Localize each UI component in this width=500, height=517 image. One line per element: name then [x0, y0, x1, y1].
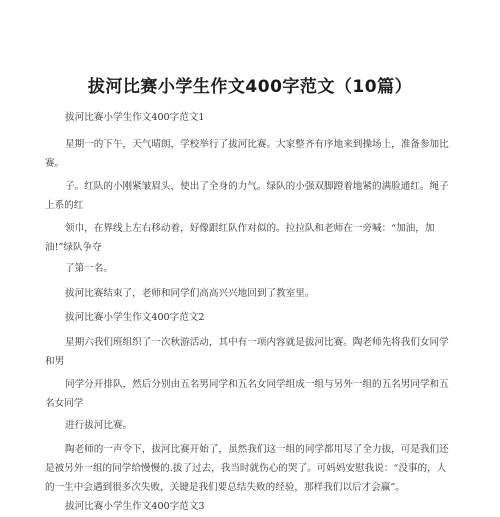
- section-heading-3: 拔河比赛小学生作文400字范文3: [65, 501, 205, 512]
- paragraph: 领巾，在界线上左右移动着，好像跟红队作对似的。拉拉队和老师在一旁喊：“加油，加油!”绿队争夺: [45, 223, 435, 253]
- paragraph: 子。红队的小刚紧皱眉头，使出了全身的力气。绿队的小强双脚蹬着地紧的满脸通红。绳子上系的红: [45, 181, 449, 211]
- section-heading-2: 拔河比赛小学生作文400字范文2: [65, 312, 205, 323]
- section-heading-1: 拔河比赛小学生作文400字范文1: [65, 112, 205, 123]
- paragraph: 星期一的下午，天气晴朗，学校举行了拔河比赛。大家整齐有序地来到操场上，准备参加比赛。: [45, 139, 449, 169]
- paragraph: 同学分开排队，然后分别由五名男同学和五名女同学组成一组与另外一组的五名男同学和五名女同学: [45, 379, 449, 409]
- paragraph: 陶老师的一声令下，拔河比赛开始了，虽然我们这一组的同学都用尽了全力拔，可是我们还是被另外一组的同学给慢慢的.拔了过去，我当时就伤心的哭了。可妈妈安慰我说：“没事的，人的一生中会遇到很多次失败，关键是我们要总结失败的经验，那样我们以后才会赢”。: [45, 444, 449, 493]
- paragraph: 星期六我们班组织了一次秋游活动，其中有一项内容就是拔河比赛。陶老师先将我们女同学和男: [45, 337, 449, 367]
- paragraph: 进行拔河比赛。: [65, 420, 133, 431]
- paragraph: 了第一名。: [65, 263, 113, 274]
- paragraph: 拔河比赛结束了，老师和同学们高高兴兴地回到了教室里。: [65, 288, 315, 299]
- document-title: 拔河比赛小学生作文400字范文（10篇）: [87, 77, 413, 97]
